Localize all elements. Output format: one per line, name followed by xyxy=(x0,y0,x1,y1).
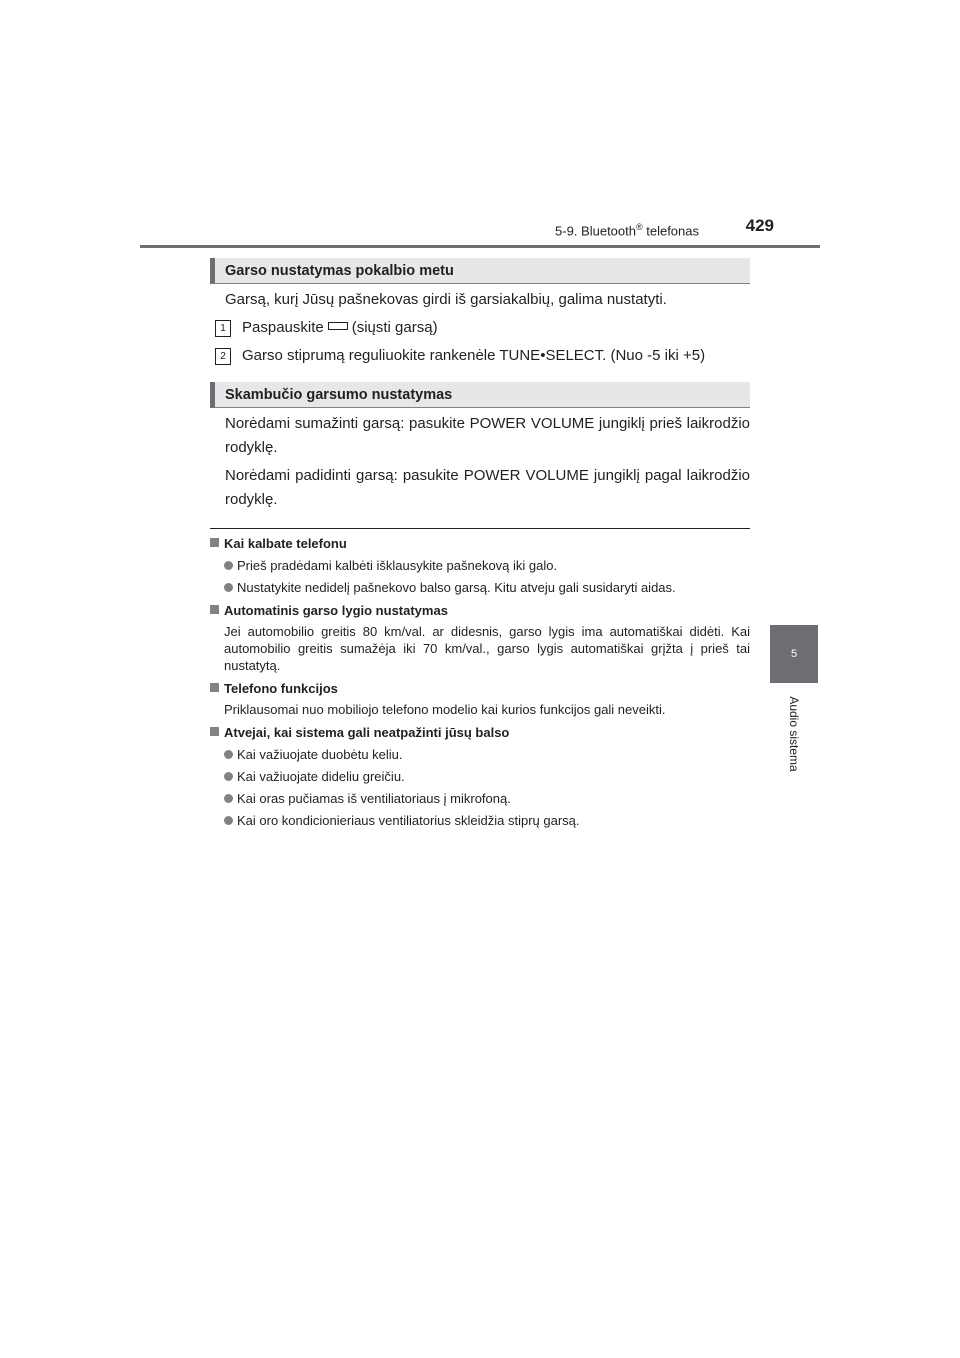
list-item: Kai važiuojate dideliu greičiu. xyxy=(210,768,750,785)
section-heading-ring-volume: Skambučio garsumo nustatymas xyxy=(210,382,750,408)
round-bullet-icon xyxy=(224,750,233,759)
send-sound-button-icon xyxy=(328,322,348,330)
page-header xyxy=(140,214,820,248)
list-item: Kai oras pučiamas iš ventiliatoriaus į mikrofoną. xyxy=(210,790,750,807)
list-item: Nustatykite nedidelį pašnekovo balso garsą. Kitu atveju gali susidaryti aidas. xyxy=(210,579,750,596)
note-title: Automatinis garso lygio nustatymas xyxy=(210,602,750,619)
step-1: 1 Paspauskite (siųsti garsą) xyxy=(210,316,750,340)
chapter-tab: 5 xyxy=(770,625,818,683)
square-bullet-icon xyxy=(210,727,219,736)
step-number: 2 xyxy=(215,348,231,365)
page-number: 429 xyxy=(745,216,774,235)
header-rule xyxy=(140,245,820,248)
list-item: Kai važiuojate duobėtu keliu. xyxy=(210,746,750,763)
registered-mark: ® xyxy=(635,222,643,232)
paragraph-increase: Norėdami padidinti garsą: pasukite POWER VOLUME jungiklį pagal laikrodžio rodyklę. xyxy=(225,467,750,508)
square-bullet-icon xyxy=(210,683,219,692)
chapter-label: Audio sistema xyxy=(787,696,801,772)
list-item: Kai oro kondicionieriaus ventiliatorius skleidžia stiprų garsą. xyxy=(210,812,750,829)
round-bullet-icon xyxy=(224,772,233,781)
round-bullet-icon xyxy=(224,794,233,803)
step-number: 1 xyxy=(215,320,231,337)
section-title: 5-9. Bluetooth® telefonas xyxy=(555,222,699,239)
note-text: Jei automobilio greitis 80 km/val. ar didesnis, garso lygis ima automatiškai didėti. Kai automobilio greitis sumažėja iki 70 km/val., garso lygis automatiškai grįžta į prieš tai nustatytą. xyxy=(224,624,750,673)
round-bullet-icon xyxy=(224,561,233,570)
paragraph-decrease: Norėdami sumažinti garsą: pasukite POWER VOLUME jungiklį prieš laikrodžio rodyklę. xyxy=(225,415,750,456)
section-heading-call-volume: Garso nustatymas pokalbio metu xyxy=(210,258,750,284)
divider xyxy=(210,528,750,529)
main-content xyxy=(210,258,750,829)
note-title: Telefono funkcijos xyxy=(210,680,750,697)
chapter-label-wrap xyxy=(744,696,844,772)
note-title: Atvejai, kai sistema gali neatpažinti jūsų balso xyxy=(210,724,750,741)
round-bullet-icon xyxy=(224,816,233,825)
square-bullet-icon xyxy=(210,605,219,614)
step-2: 2 Garso stiprumą reguliuokite rankenėle TUNE•SELECT. (Nuo -5 iki +5) xyxy=(210,344,750,368)
section-intro: Garsą, kurį Jūsų pašnekovas girdi iš garsiakalbių, galima nustatyti. xyxy=(225,291,667,308)
square-bullet-icon xyxy=(210,538,219,547)
note-title: Kai kalbate telefonu xyxy=(210,535,750,552)
round-bullet-icon xyxy=(224,583,233,592)
note-text: Priklausomai nuo mobiliojo telefono modelio kai kurios funkcijos gali neveikti. xyxy=(224,702,666,717)
list-item: Prieš pradėdami kalbėti išklausykite pašnekovą iki galo. xyxy=(210,557,750,574)
